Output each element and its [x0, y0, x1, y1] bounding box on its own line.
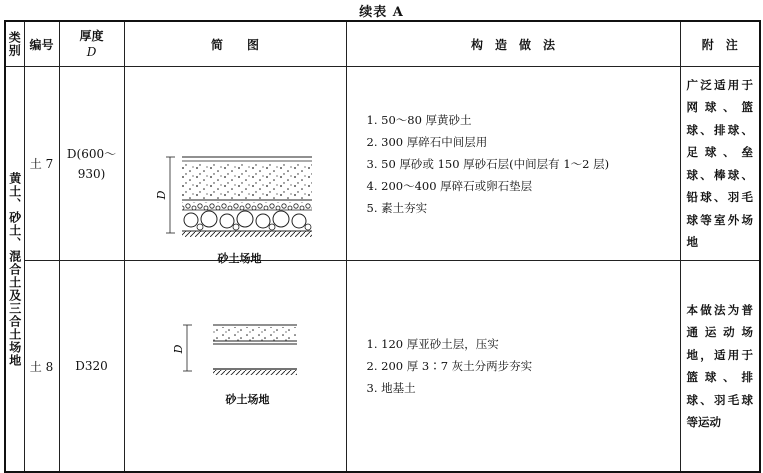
row-notes: 广泛适用于网球、篮球、排球、足球、垒球、棒球、铅球、羽毛球等室外场地	[680, 67, 760, 261]
row-steps	[346, 67, 680, 261]
table-row	[5, 261, 760, 473]
row-notes: 本做法为普通运动场地，适用于篮球、排球、羽毛球等运动	[680, 261, 760, 473]
row-thickness	[59, 67, 124, 261]
row-steps	[346, 261, 680, 473]
header-number: 编号	[24, 21, 59, 67]
header-method: 构 造 做 法	[346, 21, 680, 67]
step-item: 3. 地基土	[366, 381, 416, 395]
row-number: 土 8	[24, 261, 59, 473]
row-thickness-line2: 930)	[77, 166, 106, 181]
dimension-d-label: D	[171, 344, 185, 354]
header-thickness-label: 厚度	[79, 29, 104, 43]
header-thickness	[59, 21, 124, 67]
row-diagram	[124, 67, 346, 265]
step-item: 5. 素土夯实	[366, 200, 428, 215]
table-caption: 续表 A	[359, 5, 404, 20]
row-thickness	[59, 261, 124, 473]
step-item: 4. 200～400 厚碎石或卵石垫层	[366, 178, 533, 193]
header-notes: 附 注	[680, 21, 760, 67]
step-item: 1. 50～80 厚黄砂土	[366, 112, 472, 127]
step-item: 3. 50 厚砂或 150 厚砂石层(中间层有 1～2 层)	[366, 156, 610, 171]
row-diagram	[124, 261, 346, 473]
table-row	[5, 67, 760, 261]
header-diagram: 简 图	[124, 21, 346, 67]
category-label: 黄土、砂土、混合土及三合土场地	[7, 171, 22, 367]
header-category: 类别	[5, 21, 24, 67]
construction-spec-table	[4, 20, 761, 473]
pebble-layer	[184, 211, 311, 230]
row-number: 土 7	[24, 67, 59, 261]
header-row	[5, 21, 760, 67]
step-item: 1. 120 厚亚砂土层，压实	[366, 337, 499, 351]
header-thickness-symbol: D	[86, 45, 97, 59]
diagram-caption: 砂土场地	[225, 393, 270, 406]
sand-field-section-diagram	[125, 261, 347, 471]
step-item: 2. 200 厚 3∶7 灰土分两步夯实	[366, 359, 533, 373]
row-thickness-line1: D320	[75, 359, 108, 373]
sand-field-section-diagram	[125, 67, 347, 260]
dimension-d-label: D	[154, 190, 168, 200]
category-cell	[5, 67, 24, 473]
diagram-caption: 砂土场地	[217, 252, 262, 265]
row-thickness-line1: D(600～	[66, 146, 117, 161]
step-item: 2. 300 厚碎石中间层用	[366, 134, 488, 149]
